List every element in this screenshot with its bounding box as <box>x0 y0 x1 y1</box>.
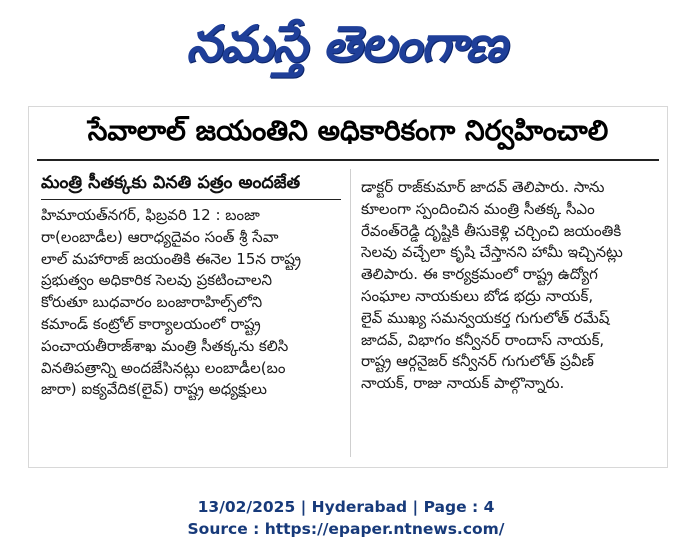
article-body-left-column <box>41 205 341 401</box>
article-clipping <box>28 106 668 468</box>
body-line: కూలంగా స్పందించిన మంత్రి సీతక్క సీఎం <box>361 199 595 218</box>
article-headline: సేవాలాల్ జయంతిని అధికారికంగా నిర్వహించాలి <box>87 114 609 147</box>
source-credit: Source : https://epaper.ntnews.com/ <box>187 520 505 538</box>
masthead-logo: నమస్తే తెలంగాణ <box>186 15 506 73</box>
body-line: డాక్టర్ రాజ్‌కుమార్ జాదవ్ తెలిపారు. సాను <box>361 178 605 196</box>
body-line: లాల్ మహారాజ్ జయంతికి ఈనెల 15న రాష్ట్ర <box>41 249 302 268</box>
body-line: కమాండ్ కంట్రోల్ కార్యాలయంలో రాష్ట్ర <box>41 314 261 333</box>
body-line: లైవ్ ముఖ్య సమన్వయకర్త గుగులోత్ రమేష్ <box>361 308 610 327</box>
body-line: జారా) ఐక్యవేదిక(లైవ్) రాష్ట్ర అధ్యక్షులు <box>41 380 267 399</box>
headline-rule <box>37 159 659 161</box>
body-line: సెలవు వచ్చేలా కృషి చేస్తానని హామీ ఇచ్చినట్లు <box>361 243 623 262</box>
body-line: రా(లంబాడీల) ఆరాధ్యదైవం సంత్ శ్రీ సేవా <box>41 227 279 246</box>
edition-info: 13/02/2025 | Hyderabad | Page : 4 <box>197 498 495 516</box>
article-subheadline: మంత్రి సీతక్కకు వినతి పత్రం అందజేత <box>41 173 301 193</box>
body-line: తెలిపారు. ఈ కార్యక్రమంలో రాష్ట్ర ఉద్యోగ <box>361 265 598 284</box>
body-line: రేవంత్‌రెడ్డి దృష్టికి తీసుకెళ్లి చర్చించి జయంతికి <box>361 221 622 240</box>
body-line: నాయక్, రాజు నాయక్ పాల్గొన్నారు. <box>361 374 565 393</box>
body-line: కోరుతూ బుధవారం బంజారాహిల్స్‌లోని <box>41 293 263 312</box>
body-line: సంఘాల నాయకులు బోడ భద్రు నాయక్, <box>361 286 594 305</box>
body-line: హిమాయత్‌నగర్, ఫిబ్రవరి 12 : బంజా <box>41 206 260 224</box>
body-line: పంచాయతీరాజ్‌శాఖ మంత్రి సీతక్కను కలిసి <box>41 336 289 355</box>
body-line: రాష్ట్ర ఆర్గనైజర్ కన్వీనర్ గుగులోత్ ప్రవీణ్ <box>361 352 594 371</box>
body-line: వినతిపత్రాన్ని అందజేసినట్లు లంబాడీల(బం <box>41 358 286 377</box>
subheadline-rule <box>41 199 341 200</box>
column-divider <box>350 169 351 457</box>
body-line: జాదవ్, విభాగం కన్వీనర్ రాందాస్ నాయక్, <box>361 330 605 349</box>
body-line: ప్రభుత్వం అధికారిక సెలవు ప్రకటించాలని <box>41 271 272 290</box>
article-body-right-column <box>361 177 661 395</box>
